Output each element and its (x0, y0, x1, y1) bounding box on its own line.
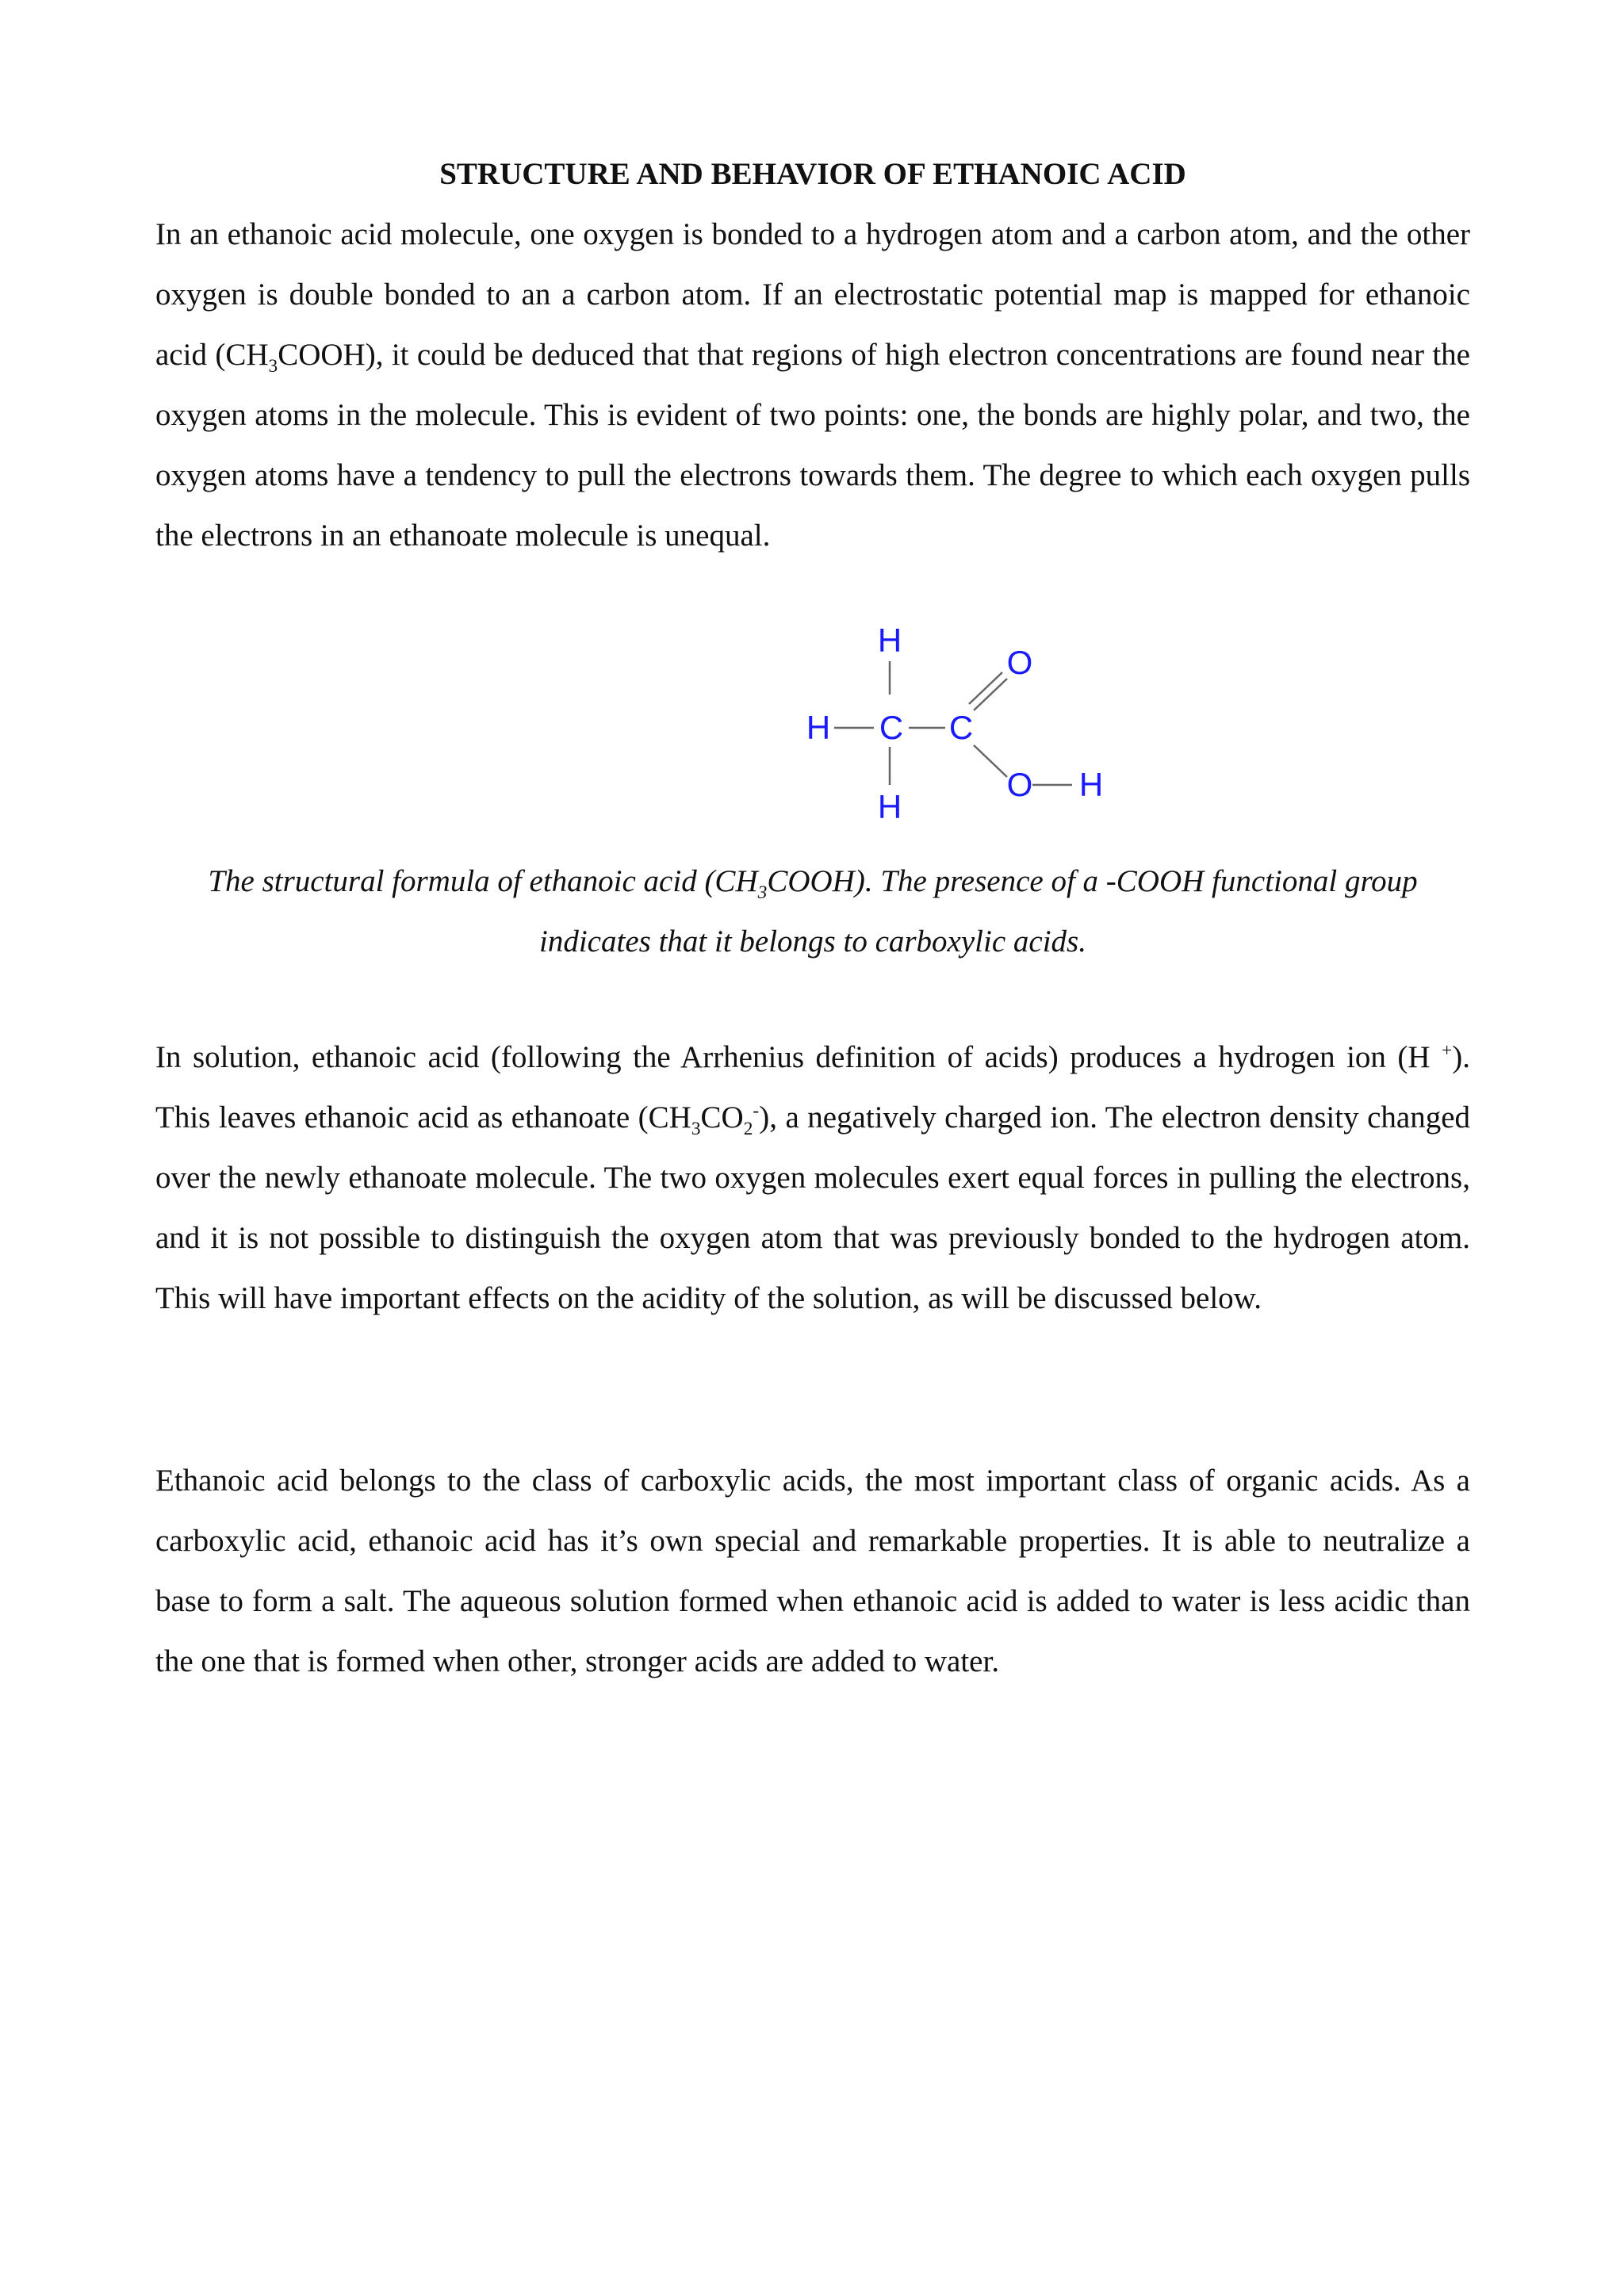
paragraph-text: COOH), it could be deduced that that regions of high electron concentrations are found near the oxygen atoms in the molecule. This is evident of two points: one, the bonds are highly polar, and two, the oxygen atoms have a tendency to pull the electrons towards them. The degree to which each oxygen pulls the electrons in an ethanoate molecule is unequal. (155, 338, 1470, 553)
atom-h-top: H (877, 622, 902, 659)
subscript: 3 (268, 355, 278, 377)
atom-carbon-carboxyl: C (948, 709, 974, 746)
figure-caption (155, 851, 1470, 972)
paragraph-text: In solution, ethanoic acid (following the Arrhenius definition of acids) produces a hydrogen ion (H (155, 1040, 1442, 1074)
superscript: + (1442, 1040, 1453, 1061)
atom-h-bottom: H (877, 788, 902, 825)
bond-c2-o-single (974, 745, 1007, 777)
paragraph-text: CO (700, 1100, 744, 1135)
paragraph-text: In an ethanoic acid molecule, one oxygen is bonded to a hydrogen atom and a carbon atom, and the other oxygen is double bonded to an a carbon atom. If an electrostatic potential map is mapped for ethanoic acid (CH (155, 217, 1470, 372)
subscript: 3 (757, 882, 768, 903)
paragraph-carboxylic-class: Ethanoic acid belongs to the class of carboxylic acids, the most important class of organic acids. As a carboxylic acid, ethanoic acid has it’s own special and remarkable properties. It is able to neutralize a base to form a salt. The aqueous solution formed when ethanoic acid is added to water is less acidic than the one that is formed when other, stronger acids are added to water. (155, 1464, 1470, 1678)
atom-carbon-methyl: C (879, 709, 904, 746)
atom-h-hydroxyl: H (1078, 766, 1104, 803)
atom-oxygen-double: O (1006, 644, 1033, 681)
document-title: STRUCTURE AND BEHAVIOR OF ETHANOIC ACID (439, 157, 1186, 191)
document-page (155, 0, 1470, 2296)
paragraph-text: ). This leaves ethanoic acid as ethanoate (CH (155, 1040, 1470, 1135)
paragraph-text: ), a negatively charged ion. The electron density changed over the newly ethanoate molecule. The two oxygen molecules exert equal forces in pulling the electrons, and it is not possible to distinguish the oxygen atom that was previously bonded to the hydrogen atom. This will have important effects on the acidity of the solution, as will be discussed below. (155, 1100, 1470, 1315)
caption-text: COOH). The presence of a -COOH functional group indicates that it belongs to carboxylic acids. (539, 864, 1418, 959)
atom-oxygen-hydroxyl: O (1006, 766, 1033, 803)
subscript: 3 (691, 1118, 701, 1139)
ethanoic-acid-structural-formula (628, 610, 1104, 840)
subscript: 2 (743, 1118, 753, 1139)
atom-h-left: H (806, 709, 831, 746)
superscript: - (753, 1100, 760, 1121)
paragraph-solution (155, 1027, 1470, 1329)
paragraph-structure (155, 205, 1470, 566)
caption-text: The structural formula of ethanoic acid (CH (208, 864, 758, 898)
